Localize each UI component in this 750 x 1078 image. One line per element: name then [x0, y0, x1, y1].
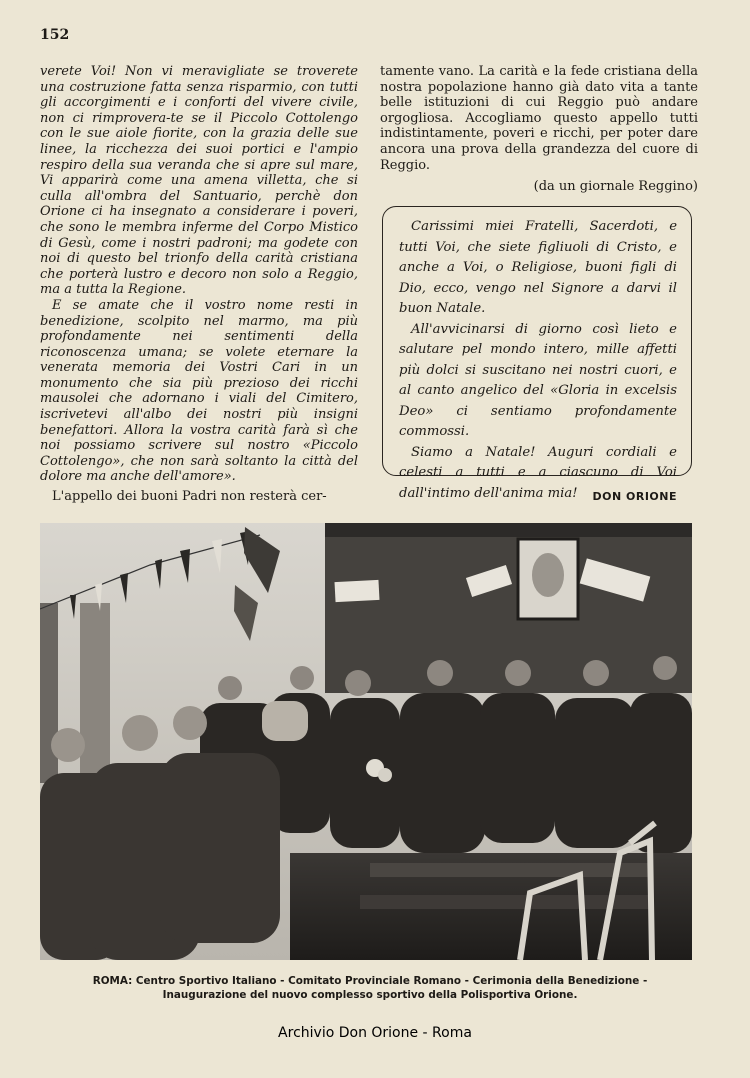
left-paragraph-3: L'appello dei buoni Padri non resterà cer- — [52, 489, 327, 505]
page-number: 152 — [40, 27, 70, 43]
box-paragraph-2: All'avvicinarsi di giorno così lieto e salutare pel mondo intero, mille affetti più dolci si suscitano nei nostri cuori, e al canto angelico del «Gloria in excelsis Deo» ci sentiamo profondamente commossi. — [399, 321, 677, 439]
ceremony-photo — [40, 523, 692, 960]
box-paragraph-3 — [399, 443, 677, 505]
box-paragraph-3-text: Siamo a Natale! Auguri cordiali e celesti a tutti e a ciascuno di Voi dall'intimo dell'anima mia! — [399, 444, 677, 501]
source-citation: (da un giornale Reggino) — [533, 179, 698, 195]
left-paragraph-1: verete Voi! Non vi meravigliate se troverete una costruzione fatta senza risparmio, con tutti gli accorgimenti e i conforti del vivere civile, non ci rimprovera-te se il Piccolo Cottolengo con le sue aiole fiorite, con la grazia delle sue linee, la ricchezza dei suoi portici e l'ampio respiro della sua veranda che si apre sul mare, Vi apparirà come una amena villetta, che si culla all'ombra del Santuario, perchè don Orione ci ha insegnato a considerare i poveri, che sono le membra inferme del Corpo Mistico di Gesù, come i nostri padroni; ma godete con noi di questo bel trionfo della carità cristiana che porterà lustro e decoro non solo a Reggio, ma a tutta la Regione. — [40, 64, 358, 298]
right-paragraph-1: tamente vano. La carità e la fede cristiana della nostra popolazione hanno già dato vita a tante belle istituzioni di cui Reggio può andare orgogliosa. Accogliamo questo appello tutti indistintamente, poveri e ricchi, per poter dare ancora una prova della grandezza del cuore di Reggio. — [380, 64, 698, 173]
caption-line-2: Inaugurazione del nuovo complesso sportivo della Polisportiva Orione. — [162, 989, 578, 1001]
christmas-message-box — [382, 206, 692, 503]
caption-line-1: ROMA: Centro Sportivo Italiano - Comitato Provinciale Romano - Cerimonia della Benedizione - — [92, 975, 648, 987]
archive-footer: Archivio Don Orione - Roma — [278, 1025, 472, 1041]
right-column — [380, 64, 698, 195]
signature: DON ORIONE — [592, 489, 677, 503]
left-column — [40, 64, 358, 505]
left-paragraph-2: E se amate che il vostro nome resti in benedizione, scolpito nel marmo, ma più profondamente nei sentimenti della riconoscenza umana; se volete eternare la venerata memoria dei Vostri Cari in un monumento che sia più prezioso dei ricchi mausolei che adornano i viali del Cimitero, iscrivetevi all'albo dei nostri più insigni benefattori. Allora la vostra carità farà sì che noi possiamo scrivere sul nostro «Piccolo Cottolengo», che non sarà soltanto la città del dolore ma anche dell'amore». — [40, 297, 358, 485]
photo-caption — [40, 974, 700, 1002]
box-paragraph-1: Carissimi miei Fratelli, Sacerdoti, e tutti Voi, che siete figliuoli di Cristo, e anche a Voi, o Religiose, buoni figli di Dio, ecco, vengo nel Signore a darvi il buon Natale. — [399, 219, 677, 316]
